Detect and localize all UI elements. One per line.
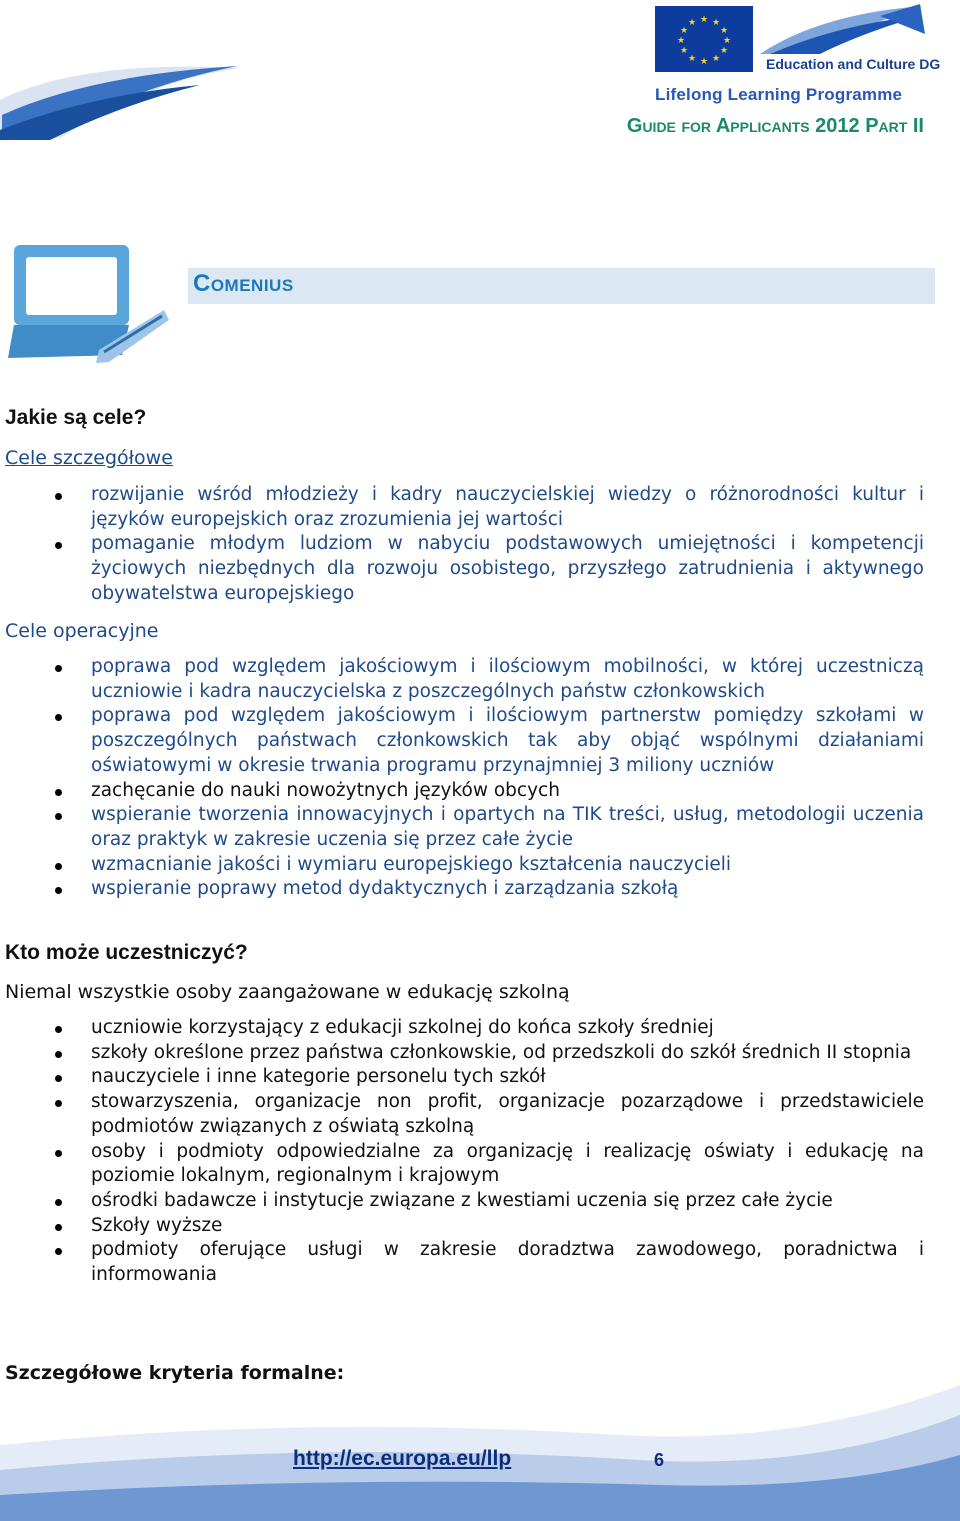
list-item: poprawa pod względem jakościowym i ilościowym partnerstw pomiędzy szkołami w poszczególnych państwach członkowskich tak aby objąć wspólnymi działaniami oświatowymi w okresie trwania programu przynajmniej 3 miliony uczniów — [0, 704, 960, 778]
svg-text:★: ★ — [676, 36, 686, 46]
svg-text:★: ★ — [711, 18, 721, 28]
list-item: wzmacnianie jakości i wymiaru europejskiego kształcenia nauczycieli — [0, 853, 960, 878]
dg-name: Education and Culture DG — [766, 56, 941, 72]
participants-list — [0, 1016, 960, 1288]
svg-text:★: ★ — [722, 36, 732, 46]
participants-intro: Niemal wszystkie osoby zaangażowane w edukację szkolną — [5, 981, 570, 1003]
list-item: podmioty oferujące usługi w zakresie doradztwa zawodowego, poradnictwa i informowania — [0, 1238, 960, 1287]
svg-text:★: ★ — [679, 46, 689, 56]
svg-text:★: ★ — [711, 54, 721, 64]
computer-icon — [4, 240, 169, 365]
page-number: 6 — [654, 1450, 665, 1470]
participants-heading: Kto może uczestniczyć? — [5, 941, 248, 964]
svg-text:★: ★ — [719, 26, 729, 36]
specific-aims-list — [0, 483, 960, 607]
list-item: szkoły określone przez państwa członkowskie, od przedszkoli do szkół średnich II stopnia — [0, 1041, 960, 1066]
section-title: Comenius — [193, 270, 294, 297]
list-item: osoby i podmioty odpowiedzialne za organizację i realizację oświaty i edukację na poziomie lokalnym, regionalnym i krajowym — [0, 1140, 960, 1189]
list-item: rozwijanie wśród młodzieży i kadry nauczycielskiej wiedzy o różnorodności kultur i języków europejskich oraz zrozumienia jej wartości — [0, 483, 960, 532]
list-item: stowarzyszenia, organizacje non profit, organizacje pozarządowe i przedstawiciele podmiotów związanych z oświatą szkolną — [0, 1090, 960, 1139]
list-item: ośrodki badawcze i instytucje związane z kwestiami uczenia się przez całe życie — [0, 1189, 960, 1214]
header-swoosh-graphic — [0, 60, 245, 140]
svg-text:★: ★ — [699, 15, 709, 25]
specific-aims-label: Cele szczegółowe — [5, 447, 173, 469]
svg-text:★: ★ — [687, 54, 697, 64]
criteria-heading: Szczegółowe kryteria formalne: — [5, 1362, 345, 1384]
list-item: Szkoły wyższe — [0, 1214, 960, 1239]
guide-title: Guide for Applicants 2012 Part II — [626, 115, 924, 137]
svg-text:★: ★ — [719, 46, 729, 56]
list-item: wspieranie poprawy metod dydaktycznych i zarządzania szkołą — [0, 877, 960, 902]
list-item: zachęcanie do nauki nowożytnych języków obcych — [0, 779, 960, 804]
svg-text:★: ★ — [679, 26, 689, 36]
eu-flag-logo — [655, 6, 753, 72]
list-item: uczniowie korzystający z edukacji szkolnej do końca szkoły średniej — [0, 1016, 960, 1041]
list-item: pomaganie młodym ludziom w nabyciu podstawowych umiejętności i kompetencji życiowych niezbędnych dla rozwoju osobistego, przyszłego zatrudnienia i aktywnego obywatelstwa europejskiego — [0, 532, 960, 606]
svg-text:★: ★ — [687, 18, 697, 28]
operational-aims-list — [0, 655, 960, 902]
list-item: nauczyciele i inne kategorie personelu tych szkół — [0, 1065, 960, 1090]
list-item: poprawa pod względem jakościowym i ilościowym mobilności, w której uczestniczą uczniowie i kadra nauczycielska z poszczególnych państw członkowskich — [0, 655, 960, 704]
aims-heading: Jakie są cele? — [5, 406, 147, 429]
dg-swoosh-graphic — [760, 4, 925, 56]
section-title-bar — [188, 268, 935, 304]
list-item: wspieranie tworzenia innowacyjnych i opartych na TIK treści, usług, metodologii uczenia oraz praktyk w zakresie uczenia się przez całe życie — [0, 803, 960, 852]
programme-name: Lifelong Learning Programme — [655, 85, 903, 104]
operational-aims-label: Cele operacyjne — [5, 620, 159, 642]
svg-text:★: ★ — [699, 57, 709, 67]
footer-link[interactable]: http://ec.europa.eu/llp — [293, 1447, 512, 1470]
